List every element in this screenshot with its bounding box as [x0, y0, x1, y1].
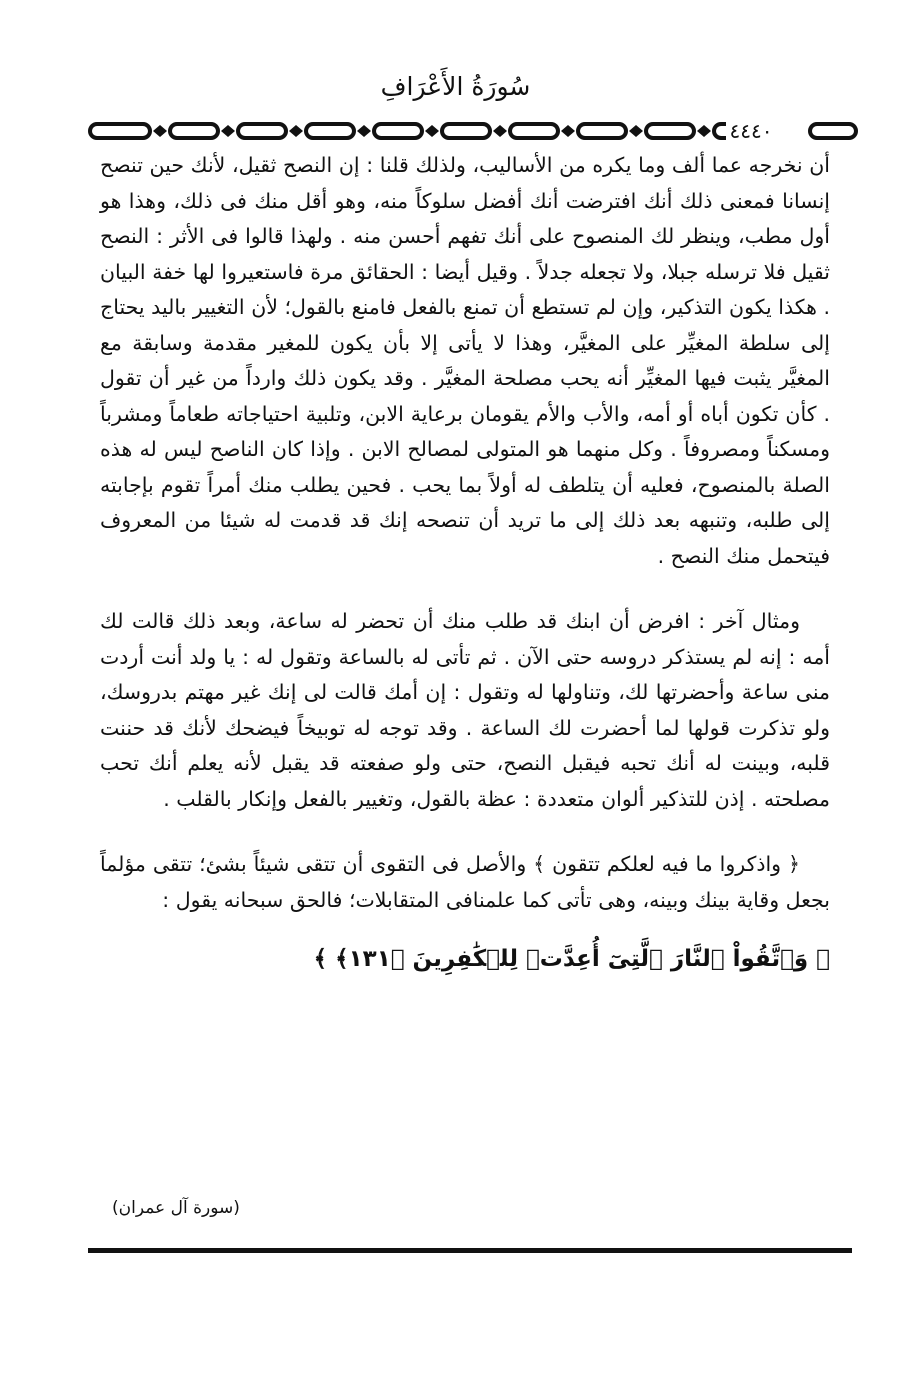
verse-source: (سورة آل عمران) — [112, 1198, 240, 1218]
surah-title: سُورَةُ الأَعْرَافِ — [380, 72, 531, 101]
quran-verse: ﴿ وَٱتَّقُواْ ٱلنَّارَ ٱلَّتِىٓ أُعِدَّتۡ لِلۡكَٰفِرِينَ ﴿١٣١﴾ ﴾ — [313, 946, 830, 972]
paragraph-nasiha: أن نخرجه عما ألف وما يكره من الأساليب، ولذلك قلنا : إن النصح ثقيل، لأنك حين تنصح إنسانا فمعنى ذلك أنك افترضت أنك أفضل سلوكاً منه، وهو أقل منك فى ذلك، وهذا هو أول مطب، وينظر لك المنصوح على أنك تفهم أحسن منه . ولهذا قالوا فى الأثر : النصح ثقيل فلا ترسله جبلا، ولا تجعله جدلاً . وقيل أيضا : الحقائق مرة فاستعيروا لها خفة البيان . هكذا يكون التذكير، وإن لم تستطع أن تمنع بالفعل فامنع بالقول؛ لأن التغيير باليد يحتاج إلى سلطة المغيِّر على المغيَّر، وهذا لا يأتى إلا بأن يكون للمغير مقدمة وسابقة مع المغيَّر يثبت فيها المغيِّر أنه يحب مصلحة المغيَّر . وقد يكون ذلك وارداً من غير أن تقول . كأن تكون أباه أو أمه، والأب والأم يقومان برعاية الابن، وتلبية احتياجاته طعاماً ومشرباً ومسكناً ومصروفاً . وكل منهما هو المتولى لمصالح الابن . وإذا كان الناصح ليس له هذه الصلة بالمنصوح، فعليه أن يتلطف له أولاً بما يحب . فحين يطلب منك أمراً تقوم بإجابته إلى طلبه، وتنبهه بعد ذلك إلى ما تريد أن تنصحه إنك قد قدمت له شيئا من المعروف فيتحمل منك النصح . — [100, 153, 830, 568]
body-text — [100, 148, 830, 980]
footer-rule — [88, 1248, 852, 1253]
paragraph-taqwa: ﴿ واذكروا ما فيه لعلكم تتقون ﴾ والأصل فى التقوى أن تتقى شيئاً بشئ؛ تتقى مؤلماً بجعل وقاية بينك وبينه، وهى تأتى كما علمنافى المتقابلات؛ فالحق سبحانه يقول : — [100, 852, 830, 912]
page-number: ٤٤٤٠ — [726, 118, 776, 144]
paragraph-example: ومثال آخر : افرض أن ابنك قد طلب منك أن تحضر له ساعة، وبعد ذلك قالت لك أمه : إنه لم يستذكر دروسه حتى الآن . ثم تأتى له بالساعة وتقول له : يا ولد أنت أردت منى ساعة وأحضرتها لك، وتناولها له وتقول : إن أمك قالت لى إنك غير مهتم بدروسك، ولو تذكرت قولها لما أحضرت لك الساعة . وقد توجه له توبيخاً فيضحك لأنك قد حننت قلبه، وبينت له أنك تحبه فيقبل النصح، حتى ولو صفعته قد يقبل لأنه يعلم أنك تحب مصلحته . إذن للتذكير ألوان متعددة : عظة بالقول، وتغيير بالفعل وإنكار بالقلب . — [100, 609, 830, 811]
